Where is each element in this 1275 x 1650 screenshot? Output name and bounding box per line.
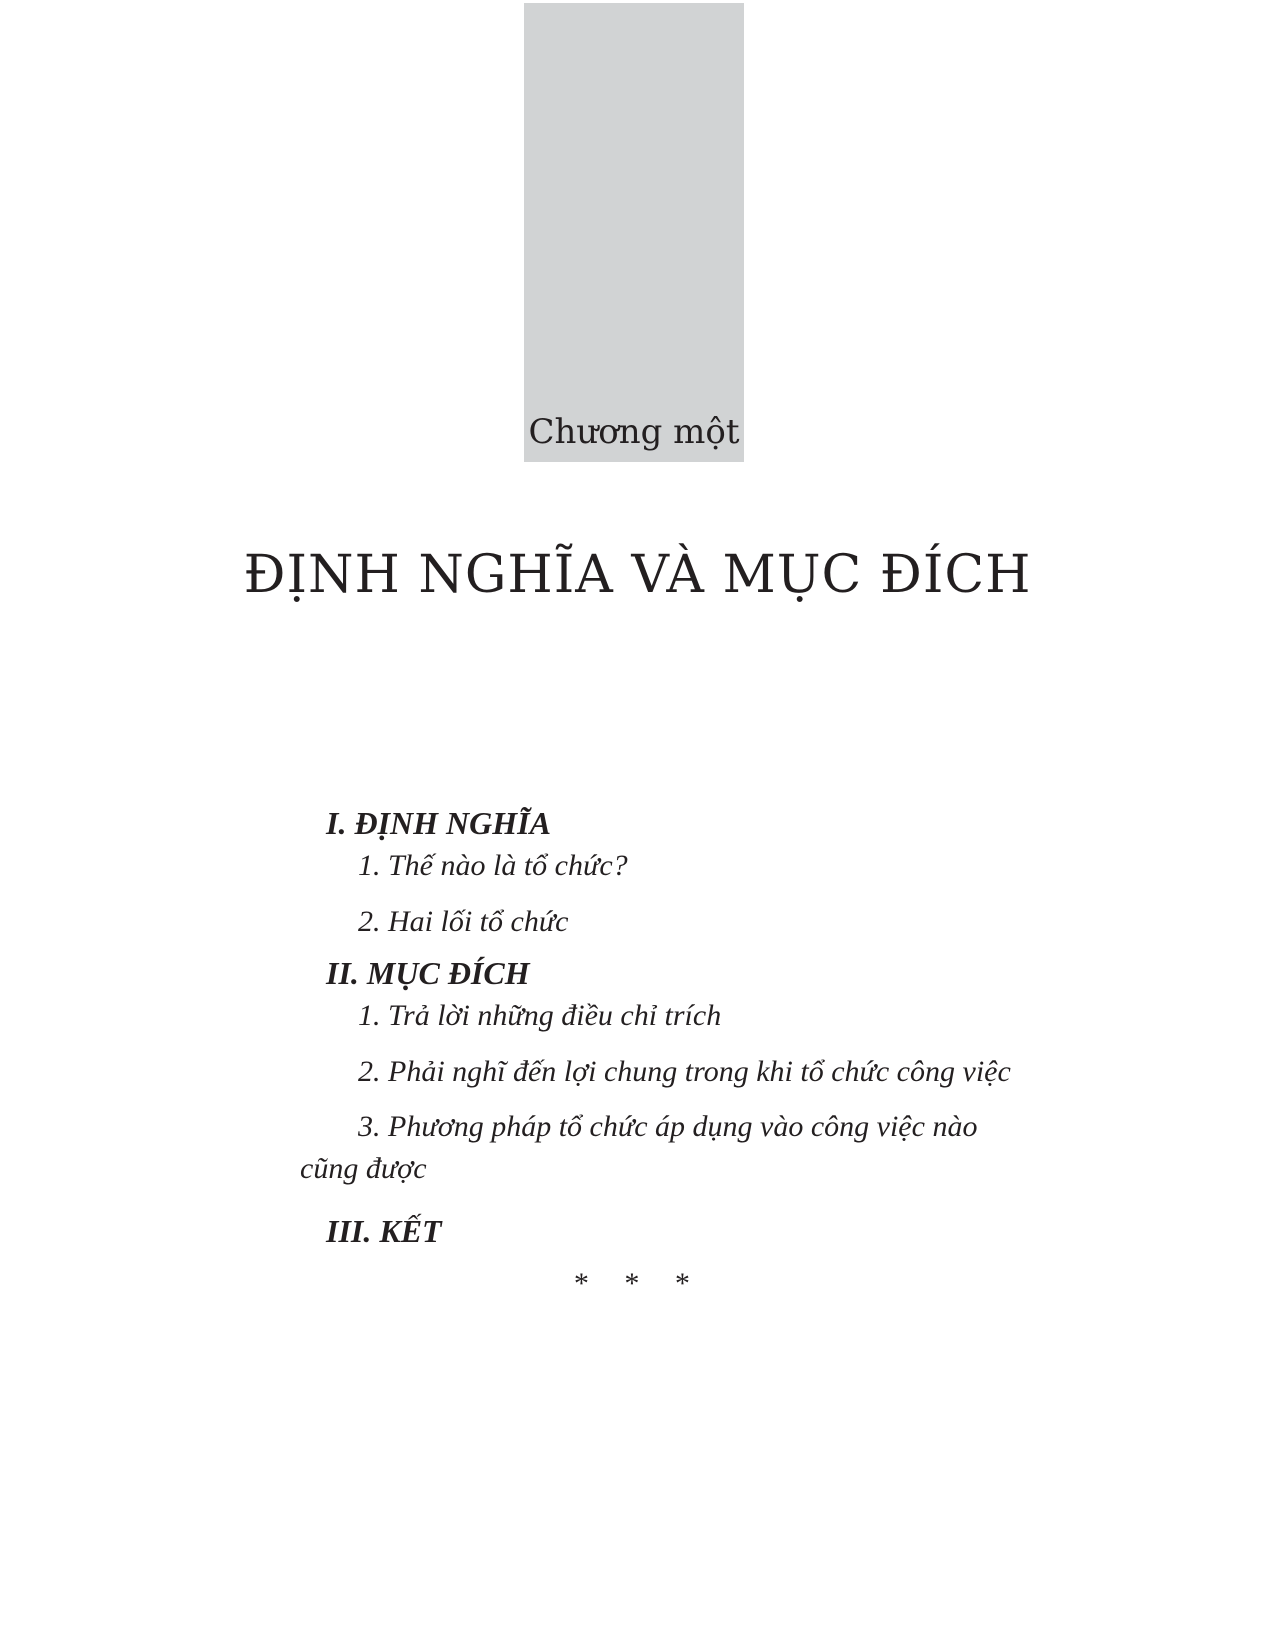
section-ornament: * * * — [572, 1267, 703, 1300]
toc-section-heading-2: II. MỤC ĐÍCH — [326, 955, 530, 991]
toc-item-2-2: 2. Phải nghĩ đến lợi chung trong khi tổ chức công việc — [358, 1055, 1011, 1088]
toc-item-1-1: 1. Thế nào là tổ chức? — [358, 849, 628, 882]
toc-item-2-3: 3. Phương pháp tổ chức áp dụng vào công việc nào cũng được — [300, 1110, 978, 1185]
toc-item-1-2: 2. Hai lối tổ chức — [358, 905, 569, 938]
chapter-label: Chương một — [528, 412, 740, 452]
toc-section-heading-1: I. ĐỊNH NGHĨA — [326, 805, 551, 841]
toc-section-heading-3: III. KẾT — [326, 1213, 442, 1249]
toc-item-2-1: 1. Trả lời những điều chỉ trích — [358, 999, 722, 1032]
chapter-title: ĐỊNH NGHĨA VÀ MỤC ĐÍCH — [243, 545, 1032, 605]
chapter-tab — [524, 3, 744, 462]
